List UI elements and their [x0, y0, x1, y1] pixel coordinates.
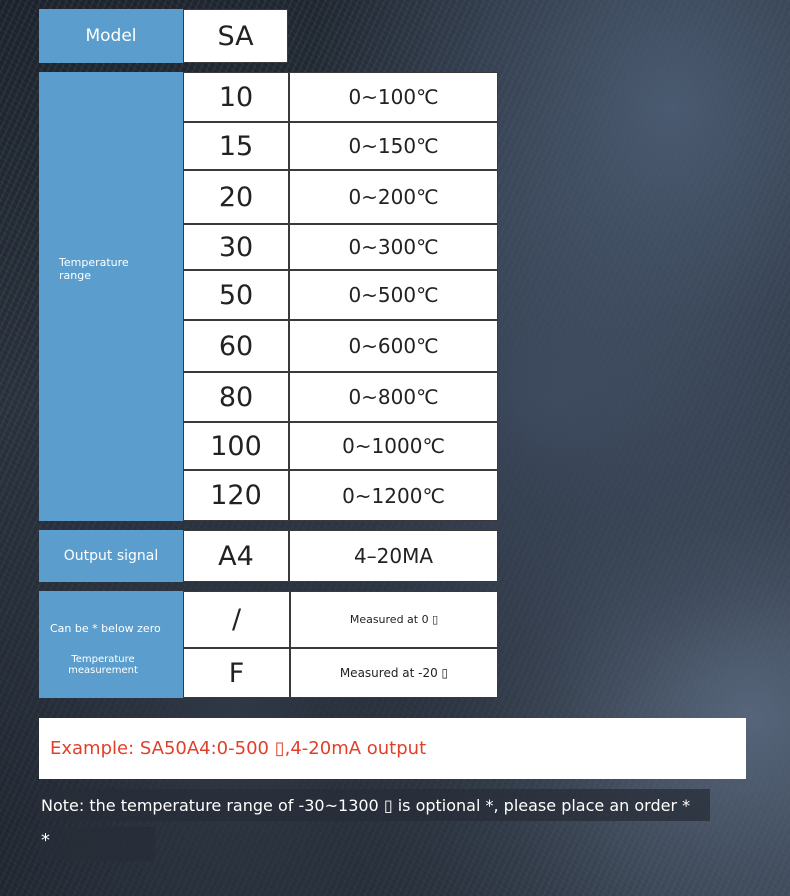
model-value: SA — [183, 9, 288, 63]
temperature-range-4: 0~500℃ — [289, 270, 498, 320]
temperature-range-3: 0~300℃ — [289, 224, 498, 270]
temperature-range-5: 0~600℃ — [289, 320, 498, 372]
below-zero-sublabel: Temperature measurement — [68, 654, 138, 676]
output-signal-code: A4 — [183, 530, 289, 582]
temperature-code-4: 50 — [183, 270, 289, 320]
below-zero-code-0: / — [183, 591, 290, 648]
temperature-code-2: 20 — [183, 170, 289, 224]
temperature-code-5: 60 — [183, 320, 289, 372]
temperature-range-label: Temperature range — [59, 256, 129, 282]
output-signal-value: 4–20MA — [289, 530, 498, 582]
temperature-code-3: 30 — [183, 224, 289, 270]
temperature-range-0: 0~100℃ — [289, 72, 498, 122]
temperature-range-1: 0~150℃ — [289, 122, 498, 170]
below-zero-value-0: Measured at 0 ▯ — [290, 591, 498, 648]
temperature-range-label-cell — [39, 72, 183, 521]
below-zero-label-cell — [39, 591, 183, 698]
temperature-code-6: 80 — [183, 372, 289, 422]
model-label: Model — [39, 9, 183, 63]
example-box — [39, 718, 746, 779]
below-zero-value-1: Measured at -20 ▯ — [290, 648, 498, 698]
note-text: Note: the temperature range of -30~1300 ▯ is optional *, please place an order * — [38, 789, 710, 821]
example-text: Example: SA50A4:0-500 ▯,4-20mA output — [50, 738, 427, 759]
below-zero-label: Can be * below zero — [50, 622, 161, 635]
temperature-code-8: 120 — [183, 470, 289, 521]
temperature-range-8: 0~1200℃ — [289, 470, 498, 521]
temperature-code-0: 10 — [183, 72, 289, 122]
temperature-range-6: 0~800℃ — [289, 372, 498, 422]
temperature-code-1: 15 — [183, 122, 289, 170]
temperature-code-7: 100 — [183, 422, 289, 470]
output-signal-label: Output signal — [39, 530, 183, 582]
note-asterisk: * — [38, 827, 155, 861]
temperature-range-7: 0~1000℃ — [289, 422, 498, 470]
below-zero-code-1: F — [183, 648, 290, 698]
temperature-range-2: 0~200℃ — [289, 170, 498, 224]
